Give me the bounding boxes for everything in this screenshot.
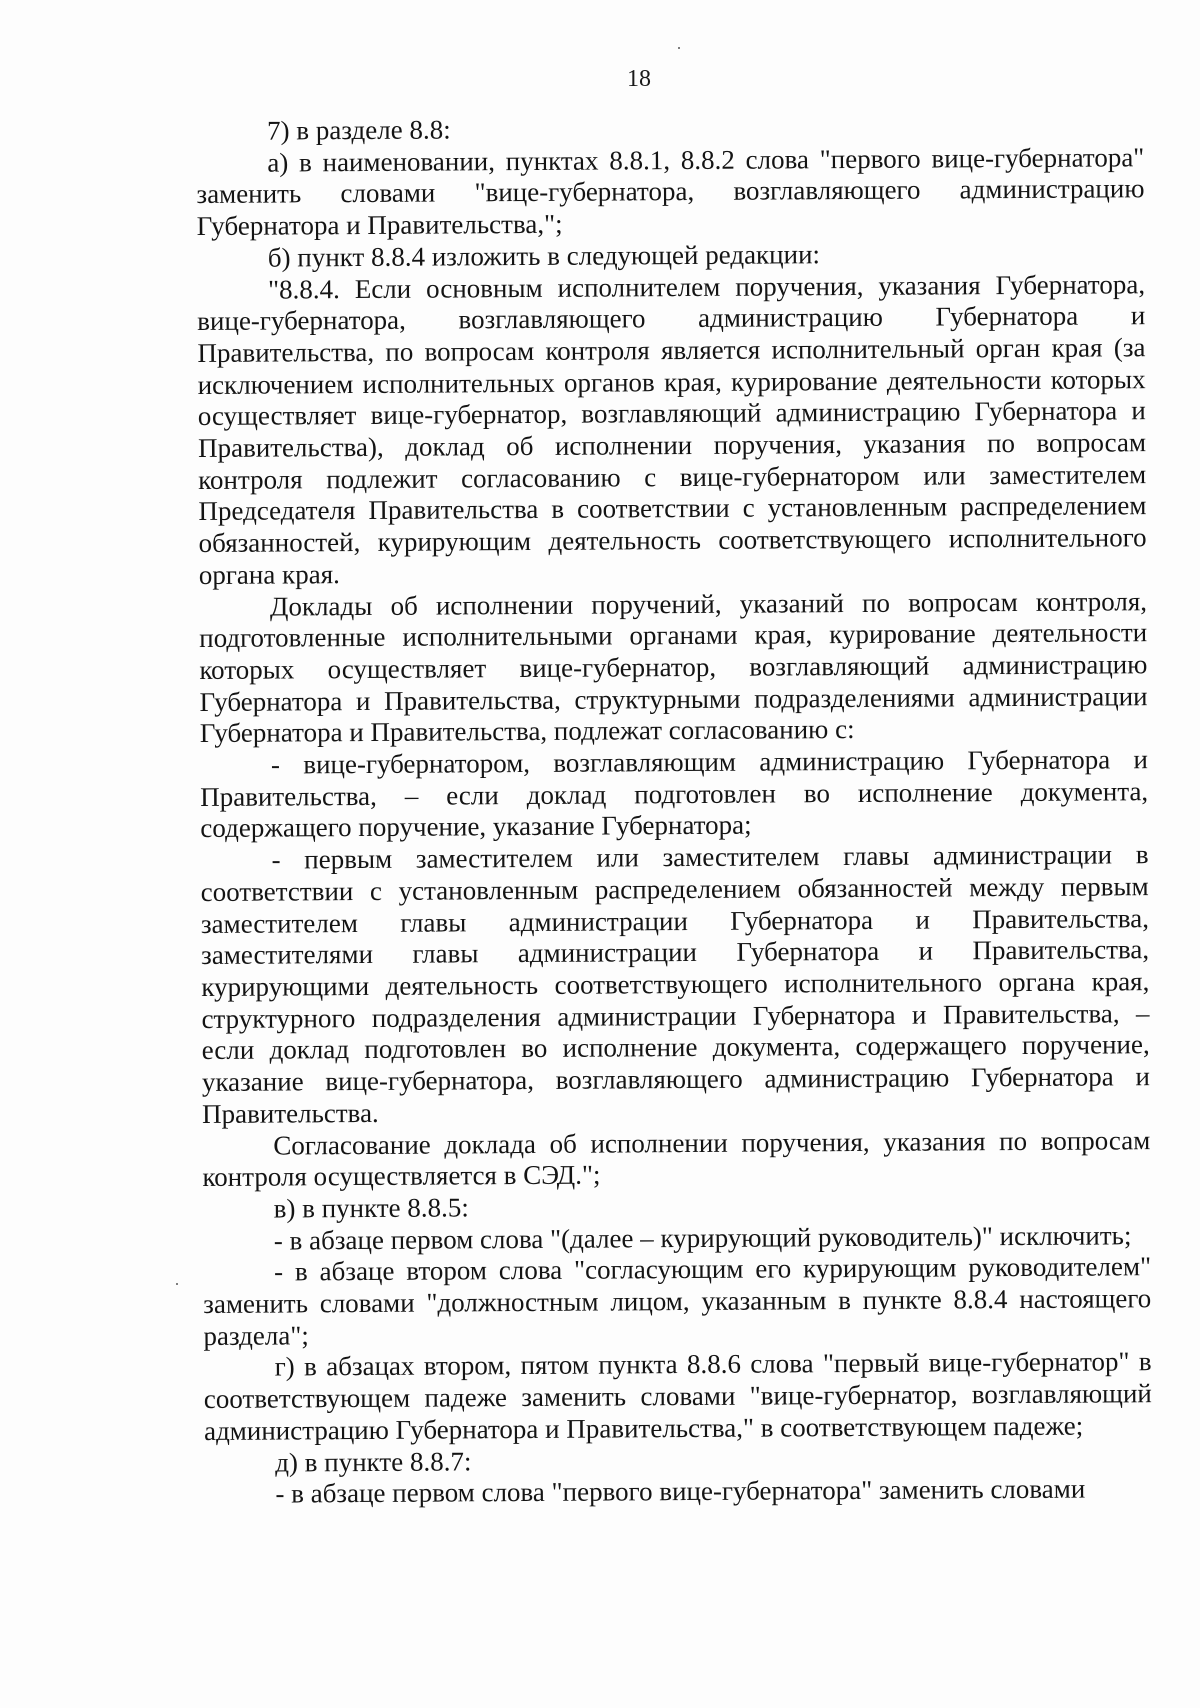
paragraph-section-7: 7) в разделе 8.8:	[266, 114, 451, 146]
paragraph-bullet-vice-governor: - вице-губернатором, возглавляющим администрацию Губернатора и Правительства, – если доклад подготовлен во исполнение документа, содержащего поручение, указание Губернатора;	[200, 744, 1149, 844]
paragraph-bullet-last: - в абзаце первом слова "первого вице-губернатора" заменить словами	[275, 1473, 1086, 1509]
paragraph-reports: Доклады об исполнении поручений, указаний по вопросам контроля, подготовленные исполнительными органами края, курирование деятельности которых осуществляет вице-губернатор, возглавляющий администрацию Губернатора и Правительства, структурными подразделениями администрации Губернатора и Правительства, подлежат согласованию с:	[199, 585, 1148, 749]
paragraph-approval-sed: Согласование доклада об исполнении поручения, указания по вопросам контроля осуществляется в СЭД.";	[202, 1124, 1151, 1193]
paragraph-item-v: в) в пункте 8.8.5:	[273, 1192, 469, 1224]
scan-speck	[176, 1283, 178, 1285]
document-body	[196, 110, 1153, 1511]
paragraph-item-b: б) пункт 8.8.4 изложить в следующей редакции:	[267, 239, 821, 273]
paragraph-item-a: а) в наименовании, пунктах 8.8.1, 8.8.2 слова "первого вице-губернатора" заменить словами "вице-губернатора, возглавляющего администрацию Губернатора и Правительства,";	[196, 141, 1145, 242]
paragraph-bullet-first-abzac: - в абзаце первом слова "(далее – курирующий руководитель)" исключить;	[273, 1219, 1132, 1256]
paragraph-bullet-first-deputy: - первым заместителем или заместителем главы администрации в соответствии с установленным распределением обязанностей между первым заместителем главы администрации Губернатора и Правительства, заместителями главы администрации Губернатора и Правительства, курирующими деятельность соответствующего исполнительного органа края, структурного подразделения администрации Губернатора и Правительства, – если доклад подготовлен во исполнение документа, содержащего поручение, указание вице-губернатора, возглавляющего администрацию Губернатора и Правительства.	[200, 839, 1150, 1129]
page-number: 18	[627, 66, 651, 92]
paragraph-bullet-second-abzac: - в абзаце втором слова "согласующим его курирующим руководителем" заменить словами "должностным лицом, указанным в пункте 8.8.4 настоящего раздела";	[203, 1251, 1152, 1351]
paragraph-8-8-4: "8.8.4. Если основным исполнителем поручения, указания Губернатора, вице-губернатора, возглавляющего администрацию Губернатора и Правительства, по вопросам контроля является исполнительный орган края (за исключением исполнительных органов края, курирование деятельности которых осуществляет вице-губернатор, возглавляющий администрацию Губернатора и Правительства), доклад об исполнении поручения, указания по вопросам контроля подлежит согласованию с вице-губернатором или заместителем Председателя Правительства в соответствии с установленным распределением обязанностей, курирующим деятельность соответствующего исполнительного органа края.	[197, 268, 1147, 590]
paragraph-item-d: д) в пункте 8.8.7:	[275, 1445, 472, 1478]
scan-speck	[678, 47, 680, 49]
paragraph-item-g: г) в абзацах втором, пятом пункта 8.8.6 слова "первый вице-губернатор" в соответствующем падеже заменить словами "вице-губернатор, возглавляющий администрацию Губернатора и Правительства," в соответствующем падеже;	[203, 1346, 1152, 1446]
